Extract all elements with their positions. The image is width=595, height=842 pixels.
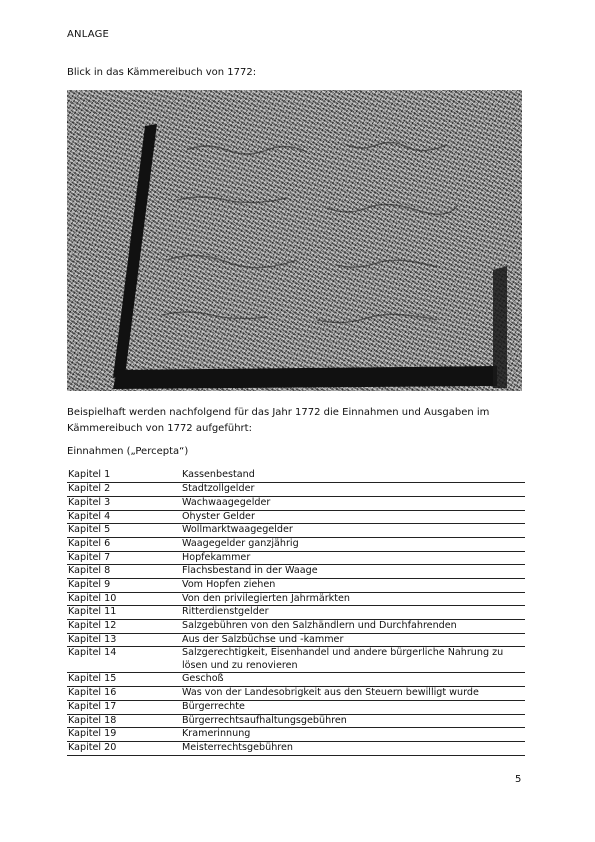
table-row [67, 633, 525, 647]
table-row [67, 700, 525, 714]
chapter-cell: Kapitel 6 [67, 537, 181, 551]
chapter-cell: Kapitel 9 [67, 579, 181, 593]
table-row [67, 741, 525, 755]
description-cell: Was von der Landesobrigkeit aus den Steuern bewilligt wurde [181, 687, 525, 701]
chapter-cell: Kapitel 15 [67, 673, 181, 687]
chapter-cell: Kapitel 7 [67, 551, 181, 565]
chapter-cell: Kapitel 20 [67, 741, 181, 755]
table-row [67, 647, 525, 673]
description-cell: Kassenbestand [181, 469, 525, 483]
handwriting-strokes [162, 142, 457, 322]
description-cell: Wollmarktwaagegelder [181, 524, 525, 538]
chapter-cell: Kapitel 16 [67, 687, 181, 701]
chapter-cell: Kapitel 10 [67, 592, 181, 606]
description-cell: Aus der Salzbüchse und -kammer [181, 633, 525, 647]
description-cell: Hopfekammer [181, 551, 525, 565]
table-row [67, 579, 525, 593]
description-cell: Kramerinnung [181, 728, 525, 742]
page-number: 5 [515, 774, 522, 785]
table-row [67, 673, 525, 687]
chapter-cell: Kapitel 18 [67, 714, 181, 728]
chapter-cell: Kapitel 11 [67, 606, 181, 620]
table-row [67, 714, 525, 728]
table-row [67, 620, 525, 634]
table-row [67, 606, 525, 620]
table-row [67, 483, 525, 497]
description-cell: Meisterrechtsgebühren [181, 741, 525, 755]
description-cell: Waagegelder ganzjährig [181, 537, 525, 551]
description-cell: Salzgebühren von den Salzhändlern und Durchfahrenden [181, 620, 525, 634]
table-row [67, 551, 525, 565]
ledger-photo [67, 90, 522, 391]
ledger-spine-bottom [113, 366, 497, 389]
table-row [67, 592, 525, 606]
description-cell: Vom Hopfen ziehen [181, 579, 525, 593]
chapter-cell: Kapitel 3 [67, 496, 181, 510]
table-row [67, 565, 525, 579]
table-row [67, 687, 525, 701]
description-cell: Flachsbestand in der Waage [181, 565, 525, 579]
chapter-cell: Kapitel 14 [67, 647, 181, 673]
description-cell: Stadtzollgelder [181, 483, 525, 497]
ledger-edge-right [493, 266, 507, 388]
table-row [67, 728, 525, 742]
einnahmen-table [67, 469, 525, 756]
description-cell: Salzgerechtigkeit, Eisenhandel und andere bürgerliche Nahrung zu lösen und zu renovieren [181, 647, 525, 673]
description-cell: Geschoß [181, 673, 525, 687]
table-row [67, 496, 525, 510]
table-row [67, 469, 525, 483]
description-cell: Von den privilegierten Jahrmärkten [181, 592, 525, 606]
chapter-cell: Kapitel 13 [67, 633, 181, 647]
table-row [67, 524, 525, 538]
page-header: ANLAGE [67, 29, 110, 40]
ledger-spine-left [113, 124, 157, 378]
photo-caption: Blick in das Kämmereibuch von 1772: [67, 67, 257, 78]
description-cell: Bürgerrechtsaufhaltungsgebühren [181, 714, 525, 728]
description-cell: Wachwaagegelder [181, 496, 525, 510]
chapter-cell: Kapitel 1 [67, 469, 181, 483]
ledger-photo-image [67, 90, 522, 391]
chapter-cell: Kapitel 17 [67, 700, 181, 714]
chapter-cell: Kapitel 19 [67, 728, 181, 742]
description-cell: Bürgerrechte [181, 700, 525, 714]
table-row [67, 510, 525, 524]
table-row [67, 537, 525, 551]
section-heading-einnahmen: Einnahmen („Percepta“) [67, 446, 189, 457]
description-cell: Ritterdienstgelder [181, 606, 525, 620]
intro-paragraph: Beispielhaft werden nachfolgend für das Jahr 1772 die Einnahmen und Ausgaben im Kämmereibuch von 1772 aufgeführt: [67, 407, 490, 434]
chapter-cell: Kapitel 2 [67, 483, 181, 497]
chapter-cell: Kapitel 8 [67, 565, 181, 579]
description-cell: Ohyster Gelder [181, 510, 525, 524]
chapter-cell: Kapitel 4 [67, 510, 181, 524]
chapter-cell: Kapitel 12 [67, 620, 181, 634]
chapter-cell: Kapitel 5 [67, 524, 181, 538]
